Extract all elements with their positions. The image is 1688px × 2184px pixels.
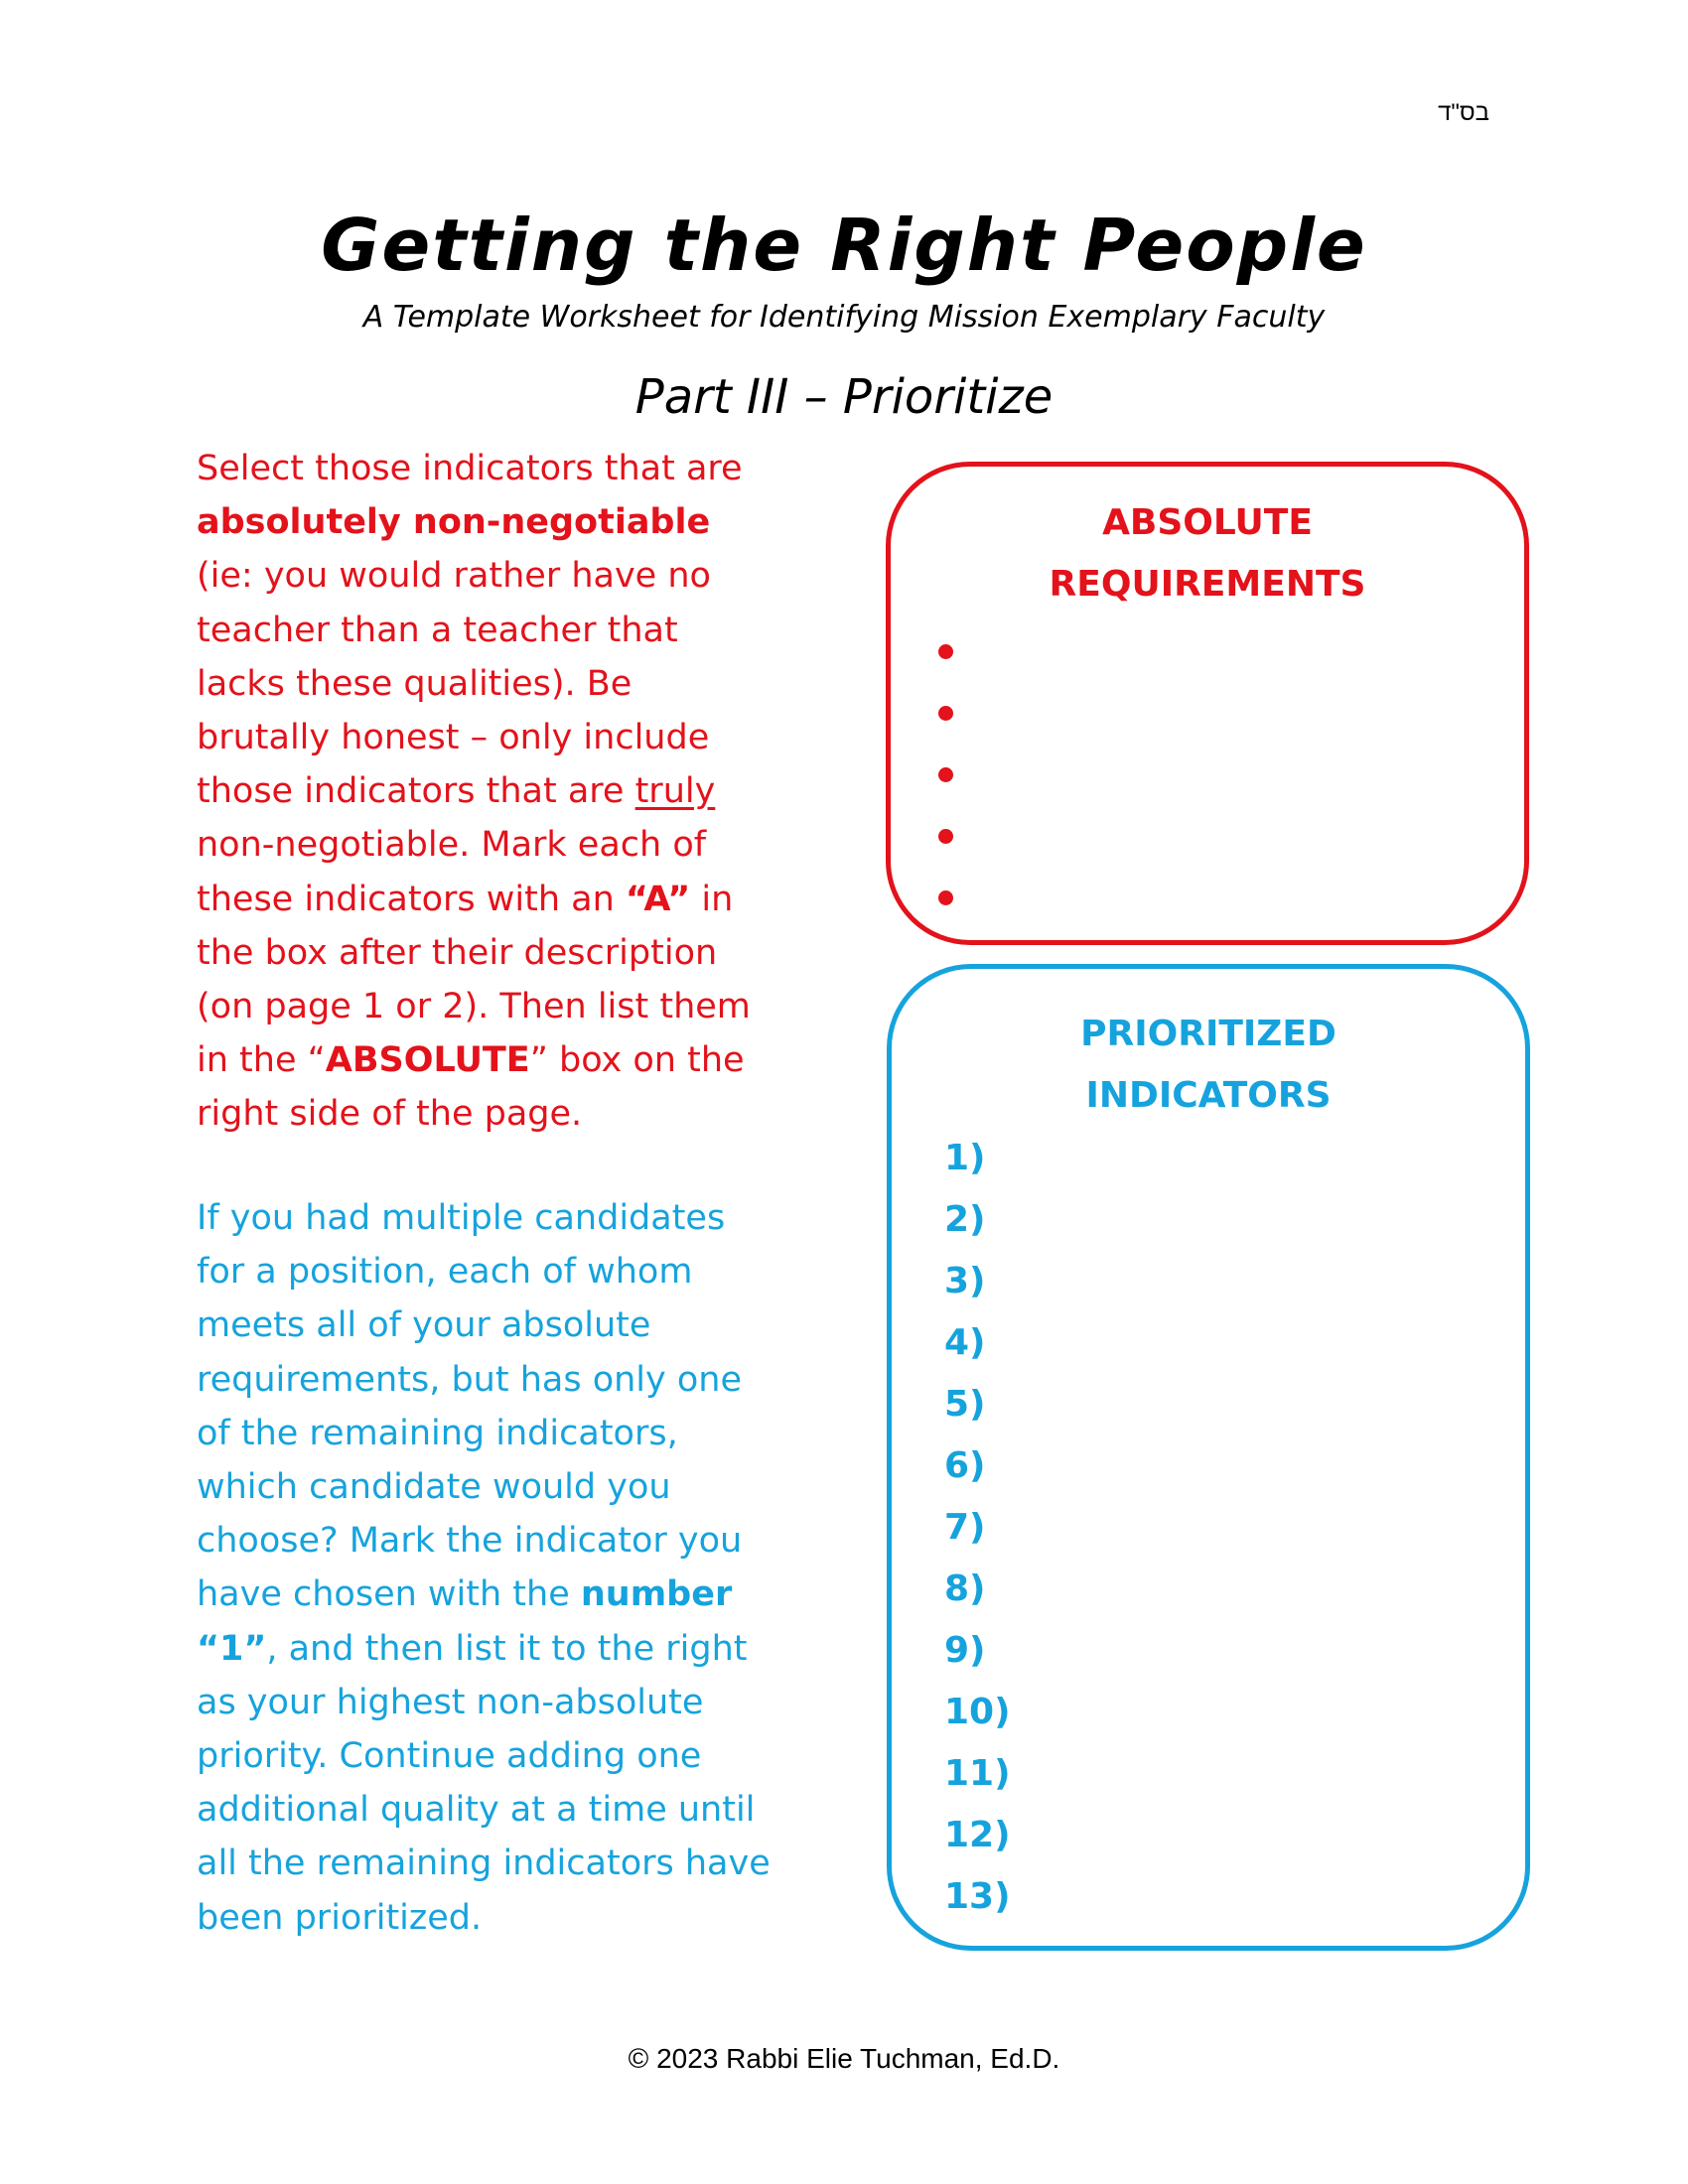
prioritized-indicator-item: 3) xyxy=(944,1261,986,1301)
absolute-requirement-item xyxy=(938,867,953,928)
absolute-requirement-item xyxy=(938,744,953,805)
instruction-line: meets all of your absolute xyxy=(197,1305,651,1346)
instruction-line xyxy=(197,1568,792,1621)
prioritized-indicator-item: 1) xyxy=(944,1138,986,1178)
prioritized-indicators-title xyxy=(892,1004,1525,1127)
prioritized-indicators-list xyxy=(944,1128,1011,1928)
part-heading: Part III – Prioritize xyxy=(634,369,1054,425)
instruction-line: brutally honest – only include xyxy=(197,718,710,758)
box-title-line: INDICATORS xyxy=(1085,1075,1332,1116)
absolute-requirement-item xyxy=(938,682,953,744)
text-segment: ” box on the xyxy=(529,1040,745,1081)
instruction-line: right side of the page. xyxy=(197,1094,583,1135)
absolute-requirement-item xyxy=(938,805,953,867)
prioritized-indicator-item: 10) xyxy=(944,1692,1011,1732)
instruction-line: Select those indicators that are xyxy=(197,449,743,488)
prioritized-indicator-item: 2) xyxy=(944,1199,986,1240)
prioritized-indicator-item: 12) xyxy=(944,1815,1011,1855)
emphasis-text: ABSOLUTE xyxy=(325,1040,530,1081)
box-title-line: ABSOLUTE xyxy=(1102,502,1313,543)
instruction-line: all the remaining indicators have xyxy=(197,1843,771,1884)
header-mark: בס"ד xyxy=(1438,99,1489,126)
text-segment: have chosen with the xyxy=(197,1574,581,1615)
text-segment: in xyxy=(690,879,734,919)
absolute-instructions xyxy=(197,442,792,1142)
instruction-line: priority. Continue adding one xyxy=(197,1736,702,1777)
emphasis-text: “A” xyxy=(625,879,691,919)
absolute-requirements-list xyxy=(938,620,953,928)
emphasis-text: number xyxy=(580,1574,733,1615)
instruction-line: choose? Mark the indicator you xyxy=(197,1521,743,1562)
underlined-text: truly xyxy=(634,771,716,812)
absolute-requirements-title xyxy=(891,492,1524,615)
instruction-line xyxy=(197,873,792,926)
prioritized-indicator-item: 6) xyxy=(944,1445,986,1486)
bullet-icon xyxy=(938,767,953,782)
prioritized-indicator-item: 13) xyxy=(944,1876,1011,1917)
instruction-line: teacher than a teacher that xyxy=(197,610,678,650)
bullet-icon xyxy=(938,890,953,905)
instruction-line: (on page 1 or 2). Then list them xyxy=(197,987,751,1027)
instruction-line: (ie: you would rather have no xyxy=(197,556,711,597)
page-title: Getting the Right People xyxy=(321,204,1367,287)
instruction-line: of the remaining indicators, xyxy=(197,1413,678,1453)
instruction-line xyxy=(197,495,792,549)
instruction-line: If you had multiple candidates xyxy=(197,1198,726,1238)
text-segment: those indicators that are xyxy=(197,771,635,812)
text-segment: these indicators with an xyxy=(197,879,626,919)
instruction-line xyxy=(197,1622,792,1676)
instruction-line: additional quality at a time until xyxy=(197,1790,756,1831)
instruction-line: been prioritized. xyxy=(197,1897,483,1938)
prioritized-indicators-box xyxy=(887,964,1530,1951)
prioritized-indicator-item: 9) xyxy=(944,1630,986,1671)
prioritized-indicator-item: 8) xyxy=(944,1569,986,1609)
prioritized-indicator-item: 11) xyxy=(944,1753,1011,1794)
instruction-line xyxy=(197,1033,792,1087)
instruction-line: lacks these qualities). Be xyxy=(197,663,633,704)
emphasis-text: “1” xyxy=(197,1628,267,1669)
page-subtitle: A Template Worksheet for Identifying Mission Exemplary Faculty xyxy=(362,300,1326,335)
bullet-icon xyxy=(938,706,953,721)
bullet-icon xyxy=(938,644,953,659)
instruction-line: requirements, but has only one xyxy=(197,1359,742,1400)
text-segment: in the “ xyxy=(197,1040,326,1081)
instruction-line: which candidate would you xyxy=(197,1467,671,1508)
copyright-footer: © 2023 Rabbi Elie Tuchman, Ed.D. xyxy=(628,2043,1060,2074)
instruction-line: the box after their description xyxy=(197,932,718,973)
prioritized-indicator-item: 4) xyxy=(944,1322,986,1363)
instruction-line: for a position, each of whom xyxy=(197,1252,693,1293)
box-title-line: REQUIREMENTS xyxy=(1049,564,1366,605)
instruction-line: as your highest non-absolute xyxy=(197,1682,704,1722)
prioritized-indicator-item: 5) xyxy=(944,1384,986,1425)
absolute-requirements-box xyxy=(886,462,1529,945)
bullet-icon xyxy=(938,829,953,844)
instruction-line: non-negotiable. Mark each of xyxy=(197,825,707,866)
prioritized-indicator-item: 7) xyxy=(944,1507,986,1548)
absolute-requirement-item xyxy=(938,620,953,682)
text-segment: , and then list it to the right xyxy=(266,1628,748,1669)
box-title-line: PRIORITIZED xyxy=(1080,1014,1336,1054)
emphasis-text: absolutely non-negotiable xyxy=(197,502,711,543)
instruction-line xyxy=(197,764,792,818)
prioritize-instructions xyxy=(197,1191,792,1945)
